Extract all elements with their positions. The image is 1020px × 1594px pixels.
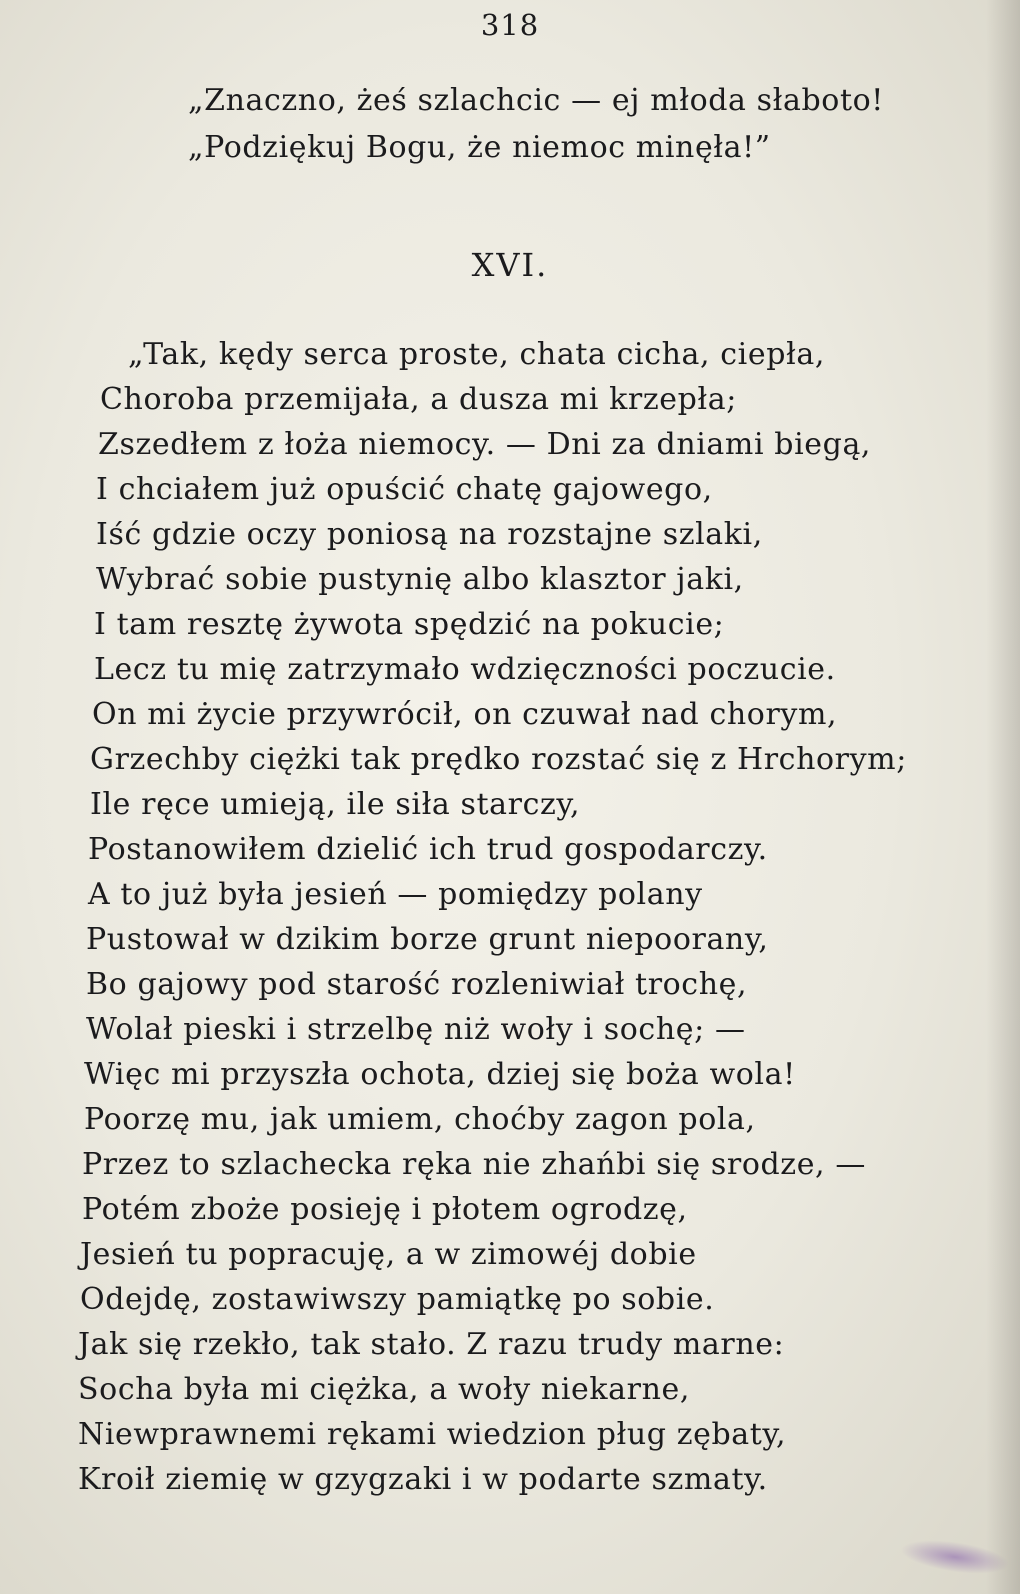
verse-line: I chciałem już opuścić chatę gajowego, (96, 472, 713, 507)
verse-line: Ile ręce umieją, ile siła starczy, (90, 787, 581, 822)
verse-line: A to już była jesień — pomiędzy polany (88, 877, 703, 912)
verse-line: Iść gdzie oczy poniosą na rozstajne szlaki, (96, 517, 763, 552)
verse-line: Wybrać sobie pustynię albo klasztor jaki, (96, 562, 744, 597)
verse-line: I tam resztę żywota spędzić na pokucie; (94, 607, 725, 642)
verse-line: Więc mi przyszła ochota, dziej się boża wola! (84, 1057, 796, 1092)
section-heading: XVI. (471, 246, 549, 284)
verse-line: Choroba przemijała, a dusza mi krzepła; (100, 382, 737, 417)
verse-line: On mi życie przywrócił, on czuwał nad chorym, (92, 697, 838, 732)
verse-line: Przez to szlachecka ręka nie zhańbi się srodze, — (82, 1147, 866, 1182)
verse-line: Pustował w dzikim borze grunt niepoorany, (86, 922, 769, 957)
verse-line: Grzechby ciężki tak prędko rozstać się z Hrchorym; (90, 742, 907, 777)
verse-line: Zszedłem z łoża niemocy. — Dni za dniami biegą, (98, 427, 872, 462)
verse-line: Poorzę mu, jak umiem, choćby zagon pola, (84, 1102, 756, 1137)
verse-line: Jak się rzekło, tak stało. Z razu trudy marne: (78, 1327, 785, 1362)
verse-line: Kroił ziemię w gzygzaki i w podarte szmaty. (78, 1462, 768, 1497)
intro-verse-line: „Znaczno, żeś szlachcic — ej młoda słaboto! (188, 83, 884, 118)
verse-line: Postanowiłem dzielić ich trud gospodarczy. (88, 832, 768, 867)
verse-line: Socha była mi ciężka, a woły niekarne, (78, 1372, 690, 1407)
verse-line: Odejdę, zostawiwszy pamiątkę po sobie. (80, 1282, 715, 1317)
intro-verse-line: „Podziękuj Bogu, że niemoc minęła!” (188, 130, 771, 165)
verse-line: Lecz tu mię zatrzymało wdzięczności poczucie. (94, 652, 836, 687)
page-edge-shadow (986, 0, 1020, 1594)
page-number: 318 (480, 8, 540, 42)
verse-line: Bo gajowy pod starość rozleniwiał trochę, (86, 967, 748, 1002)
verse-line: Niewprawnemi rękami wiedzion pług zębaty, (78, 1417, 787, 1452)
verse-line: Wolał pieski i strzelbę niż woły i sochę; — (86, 1012, 746, 1047)
verse-line: Potém zboże posieję i płotem ogrodzę, (82, 1192, 688, 1227)
verse-line: „Tak, kędy serca proste, chata cicha, ciepła, (128, 337, 825, 372)
verse-line: Jesień tu popracuję, a w zimowéj dobie (80, 1237, 697, 1272)
